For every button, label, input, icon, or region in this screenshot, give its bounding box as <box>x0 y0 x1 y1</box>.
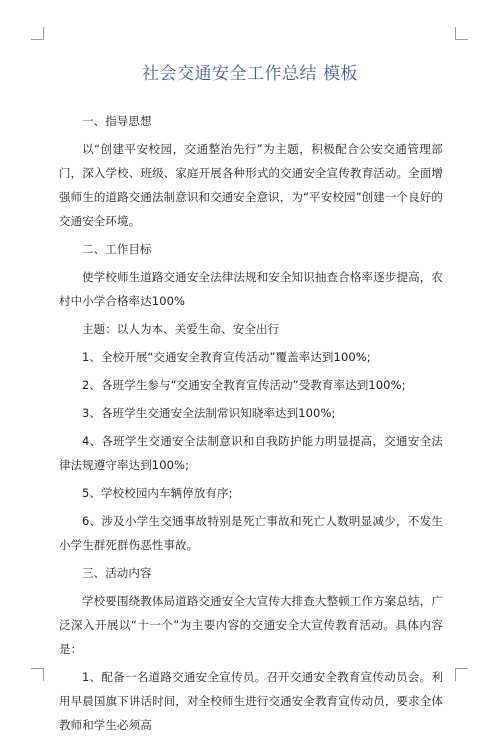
list-item-goal-6: 6、涉及小学生交通事故特别是死亡事故和死亡人数明显减少，不发生小学生群死群伤恶性事故。 <box>59 514 443 552</box>
section-heading-work-goals: 二、工作目标 <box>82 242 152 256</box>
crop-mark-top-left <box>31 27 44 40</box>
document-body <box>59 109 443 737</box>
crop-mark-bottom-left <box>31 668 44 681</box>
list-item-goal-2: 2、各班学生参与“交通安全教育宣传活动”受教育率达到100%; <box>82 378 406 392</box>
paragraph-theme: 主题：以人为本、关爱生命、安全出行 <box>82 322 280 336</box>
list-item-goal-1: 1、全校开展“交通安全教育宣传活动”覆盖率达到100%; <box>82 350 371 364</box>
section-heading-guiding-ideology: 一、指导思想 <box>82 114 152 128</box>
paragraph-work-goals: 使学校师生道路交通安全法律法规和安全知识抽查合格率逐步提高，农村中小学合格率达100% <box>59 270 443 308</box>
section-heading-activities: 三、活动内容 <box>82 566 152 580</box>
paragraph-guiding-ideology: 以“创建平安校园，交通整治先行”为主题，积极配合公安交通管理部门，深入学校、班级、家庭开展各种形式的交通安全宣传教育活动。全面增强师生的道路交通法制意识和交通安全意识，为“平安校园”创建一个良好的交通安全环境。 <box>59 142 443 228</box>
list-item-activity-1: 1、配备一名道路交通安全宣传员。召开交通安全教育宣传动员会。利用早晨国旗下讲话时间，对全校师生进行交通安全教育宣传动员，要求全体教师和学生必须高 <box>59 670 443 732</box>
crop-mark-top-right <box>455 27 468 40</box>
list-item-goal-3: 3、各班学生交通安全法制常识知晓率达到100%; <box>82 406 336 420</box>
document-title: 社会交通安全工作总结 模板 <box>142 64 358 84</box>
list-item-goal-5: 5、学校校园内车辆停放有序; <box>82 486 233 500</box>
paragraph-activities: 学校要围绕教体局道路交通安全大宣传大排查大整顿工作方案总结，广泛深入开展以“十一个”为主要内容的交通安全大宣传教育活动。具体内容是： <box>59 594 443 656</box>
crop-mark-bottom-right <box>455 668 468 681</box>
list-item-goal-4: 4、各班学生交通安全法制意识和自我防护能力明显提高，交通安全法律法规遵守率达到100%; <box>59 434 443 472</box>
